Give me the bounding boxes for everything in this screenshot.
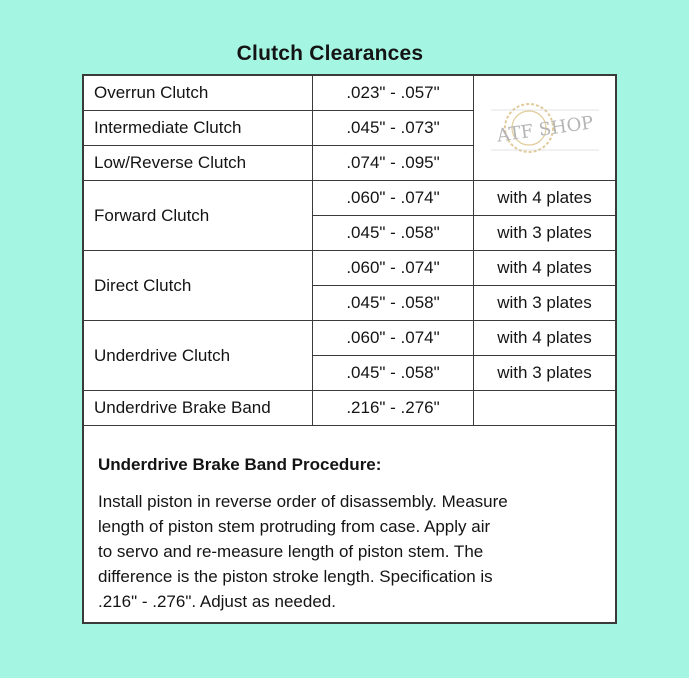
logo-text: ATF SHOP [495,112,595,147]
component-name: Direct Clutch [84,251,313,321]
procedure-line: Install piston in reverse order of disassembly. Measure [98,492,508,511]
procedure-line: difference is the piston stroke length. Specification is [98,567,493,586]
procedure-text [98,489,601,614]
watermark-cell [474,76,616,181]
component-name: Overrun Clutch [84,76,313,111]
procedure-line: .216" - .276". Adjust as needed. [98,592,336,611]
table-row [84,76,615,111]
component-name: Low/Reverse Clutch [84,146,313,181]
procedure-title: Underdrive Brake Band Procedure: [98,455,382,474]
plate-note: with 3 plates [474,286,616,321]
clearance-value: .045" - .058" [313,216,474,251]
procedure-section [84,431,615,614]
component-name: Underdrive Clutch [84,321,313,391]
clearance-value: .074" - .095" [313,146,474,181]
component-name: Forward Clutch [84,181,313,251]
clearance-sheet [82,74,617,624]
clearance-value: .045" - .058" [313,356,474,391]
procedure-line: length of piston stem protruding from case. Apply air [98,517,491,536]
procedure-line: to servo and re-measure length of piston stem. The [98,542,484,561]
plate-note: with 4 plates [474,321,616,356]
table-row [84,321,615,356]
plate-note: with 3 plates [474,216,616,251]
component-name: Intermediate Clutch [84,111,313,146]
plate-note: with 4 plates [474,251,616,286]
empty-note [474,391,616,426]
clutch-clearance-table [84,76,615,426]
clearance-value: .023" - .057" [313,76,474,111]
plate-note: with 4 plates [474,181,616,216]
clearance-value: .060" - .074" [313,181,474,216]
clearance-value: .060" - .074" [313,321,474,356]
clearance-value: .045" - .058" [313,286,474,321]
table-row [84,391,615,426]
clearance-value: .045" - .073" [313,111,474,146]
component-name: Underdrive Brake Band [84,391,313,426]
atf-shop-logo [485,88,605,168]
page-title: Clutch Clearances [236,42,424,65]
clearance-value: .216" - .276" [313,391,474,426]
table-row [84,251,615,286]
table-row [84,181,615,216]
plate-note: with 3 plates [474,356,616,391]
clearance-value: .060" - .074" [313,251,474,286]
